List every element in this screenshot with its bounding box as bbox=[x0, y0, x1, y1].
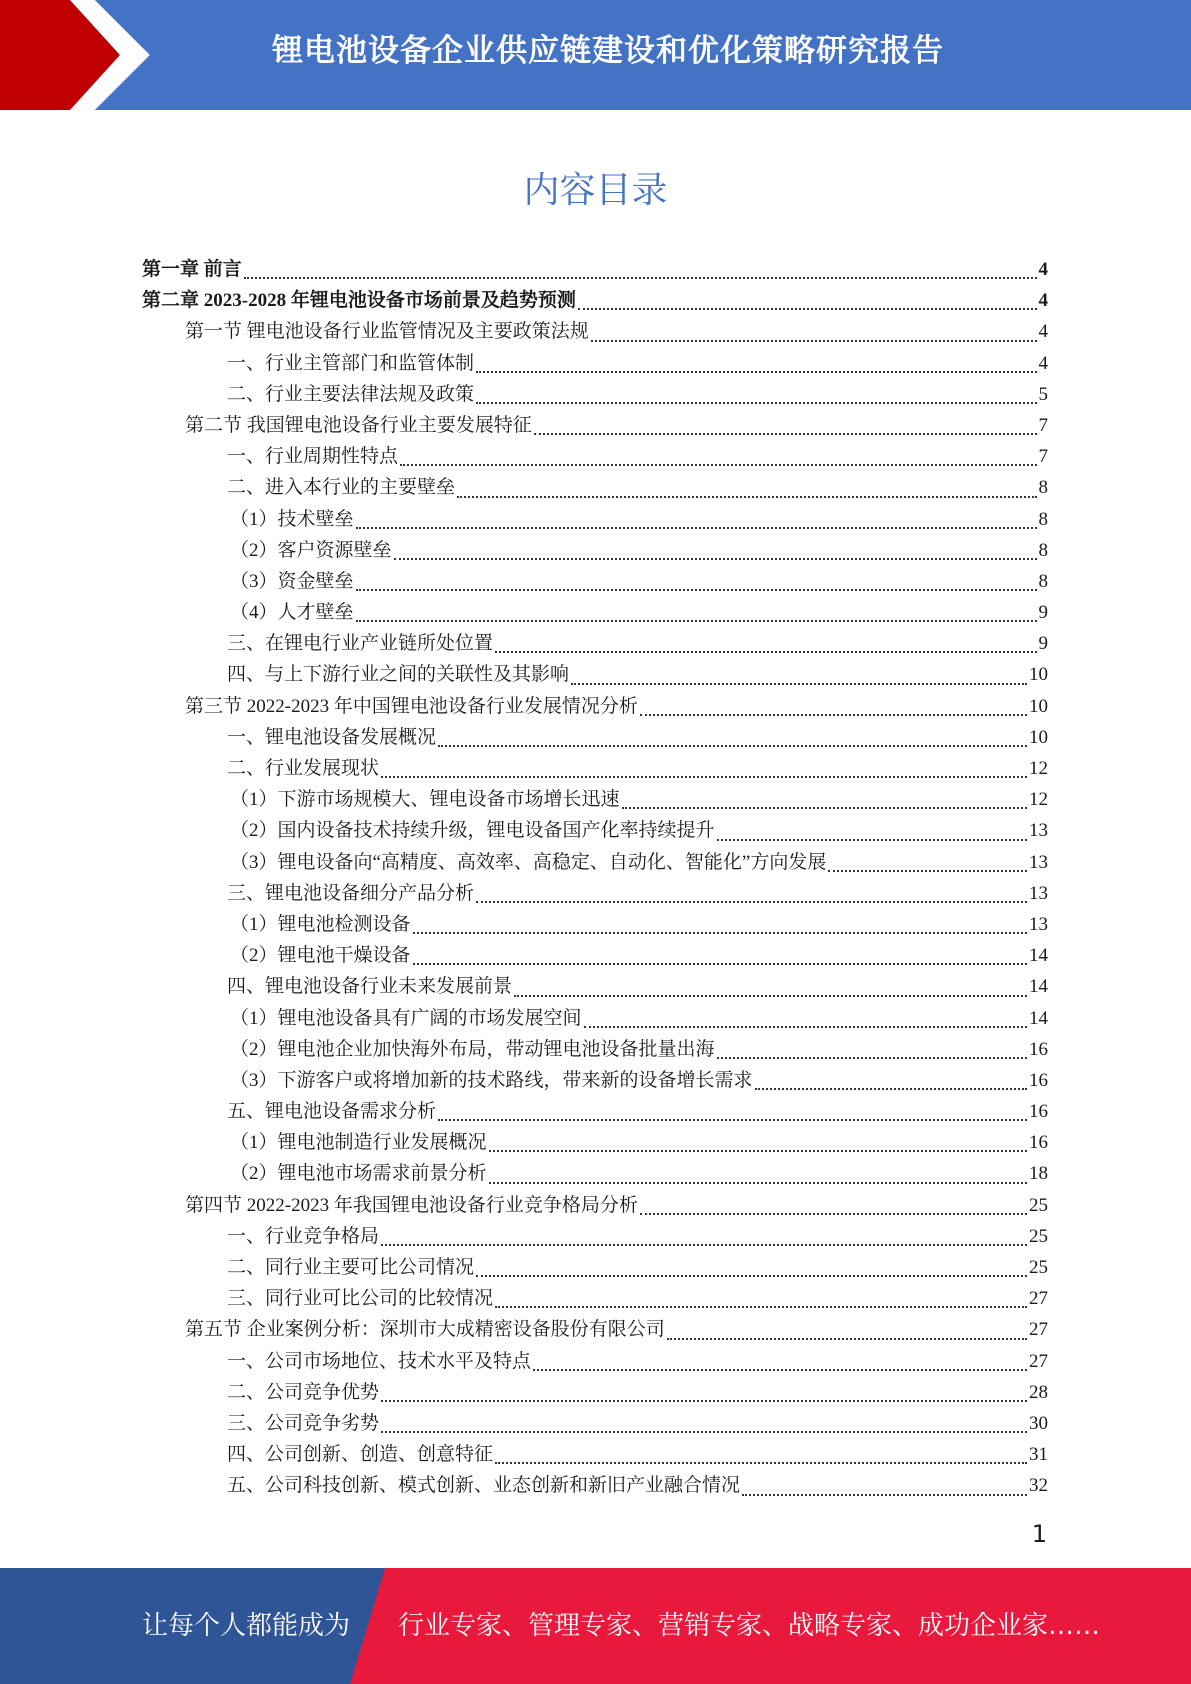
toc-entry-page: 13 bbox=[1029, 820, 1048, 842]
toc-entry[interactable] bbox=[142, 1065, 1048, 1096]
toc-entry-title: 四、与上下游行业之间的关联性及其影响 bbox=[227, 664, 570, 686]
toc-entry-title: （2）锂电池企业加快海外布局，带动锂电池设备批量出海 bbox=[230, 1038, 715, 1060]
toc-entry[interactable] bbox=[142, 1034, 1048, 1065]
toc-dot-leader bbox=[717, 839, 1027, 841]
toc-entry-title: （1）锂电池检测设备 bbox=[230, 913, 411, 935]
toc-entry-title: 五、锂电池设备需求分析 bbox=[227, 1101, 437, 1123]
toc-dot-leader bbox=[640, 1213, 1027, 1215]
toc-entry-title: 二、行业发展现状 bbox=[227, 758, 380, 779]
toc-dot-leader bbox=[489, 1182, 1027, 1184]
table-of-contents bbox=[142, 254, 1048, 1502]
toc-entry-title: 第一章 前言 bbox=[142, 259, 242, 280]
toc-entry-title: （3）下游客户或将增加新的技术路线，带来新的设备增长需求 bbox=[230, 1069, 753, 1091]
toc-entry-title: （1）下游市场规模大、锂电设备市场增长迅速 bbox=[230, 789, 620, 811]
toc-dot-leader bbox=[381, 776, 1027, 778]
toc-dot-leader bbox=[717, 1057, 1027, 1059]
toc-dot-leader bbox=[591, 340, 1037, 342]
toc-entry-page: 10 bbox=[1029, 726, 1048, 748]
toc-entry[interactable] bbox=[142, 597, 1048, 628]
toc-entry-title: （4）人才壁垒 bbox=[230, 602, 354, 624]
toc-entry-page: 8 bbox=[1038, 539, 1048, 561]
toc-dot-leader bbox=[457, 496, 1036, 498]
toc-entry-page: 4 bbox=[1038, 290, 1048, 312]
toc-entry-title: 一、锂电池设备发展概况 bbox=[227, 726, 437, 748]
toc-entry[interactable] bbox=[142, 566, 1048, 597]
toc-entry-page: 13 bbox=[1029, 851, 1048, 873]
toc-entry[interactable] bbox=[142, 441, 1048, 472]
toc-entry-page: 10 bbox=[1029, 664, 1048, 686]
toc-dot-leader bbox=[495, 1462, 1027, 1464]
toc-entry-title: 四、锂电池设备行业未来发展前景 bbox=[227, 976, 513, 998]
footer-slogan-left: 让每个人都能成为 bbox=[142, 1611, 351, 1641]
toc-dot-leader bbox=[438, 745, 1027, 747]
toc-entry-page: 16 bbox=[1029, 1069, 1048, 1091]
toc-entry[interactable] bbox=[142, 940, 1048, 971]
toc-entry[interactable] bbox=[142, 316, 1048, 347]
toc-entry[interactable] bbox=[142, 1127, 1048, 1158]
toc-entry-page: 4 bbox=[1038, 352, 1048, 374]
toc-entry-title: 第五节 企业案例分析：深圳市大成精密设备股份有限公司 bbox=[185, 1319, 665, 1341]
toc-entry-page: 28 bbox=[1029, 1381, 1048, 1403]
header-band bbox=[0, 0, 1191, 110]
toc-entry-page: 32 bbox=[1029, 1475, 1048, 1497]
toc-entry-title: 二、公司竞争优势 bbox=[227, 1381, 380, 1403]
toc-dot-leader bbox=[622, 807, 1027, 809]
footer-slogan-right: 行业专家、管理专家、营销专家、战略专家、成功企业家…… bbox=[398, 1611, 1101, 1641]
toc-entry-title: 一、公司市场地位、技术水平及特点 bbox=[227, 1350, 532, 1372]
toc-entry-page: 25 bbox=[1029, 1194, 1048, 1216]
toc-entry[interactable] bbox=[142, 1377, 1048, 1408]
toc-entry-page: 27 bbox=[1029, 1319, 1048, 1341]
toc-entry[interactable] bbox=[142, 659, 1048, 690]
toc-entry[interactable] bbox=[142, 535, 1048, 566]
toc-entry-page: 7 bbox=[1038, 446, 1048, 468]
toc-entry-title: （2）国内设备技术持续升级，锂电设备国产化率持续提升 bbox=[230, 820, 715, 842]
toc-entry-page: 13 bbox=[1029, 882, 1048, 904]
toc-dot-leader bbox=[514, 995, 1027, 997]
toc-dot-leader bbox=[533, 1369, 1027, 1371]
toc-entry-title: （2）锂电池市场需求前景分析 bbox=[230, 1163, 487, 1185]
toc-dot-leader bbox=[438, 1119, 1027, 1121]
toc-entry[interactable] bbox=[142, 1096, 1048, 1127]
toc-entry[interactable] bbox=[142, 1003, 1048, 1034]
toc-entry[interactable] bbox=[142, 784, 1048, 815]
toc-entry-page: 5 bbox=[1038, 383, 1048, 405]
toc-entry[interactable] bbox=[142, 753, 1048, 784]
toc-entry-title: 一、行业主管部门和监管体制 bbox=[227, 352, 475, 374]
toc-entry-page: 7 bbox=[1038, 414, 1048, 436]
toc-dot-leader bbox=[755, 1088, 1027, 1090]
toc-entry-page: 27 bbox=[1029, 1288, 1048, 1310]
toc-entry-page: 8 bbox=[1038, 508, 1048, 530]
toc-entry-title: （2）客户资源壁垒 bbox=[230, 539, 392, 561]
toc-entry[interactable] bbox=[142, 1283, 1048, 1314]
toc-dot-leader bbox=[413, 932, 1027, 934]
toc-entry[interactable] bbox=[142, 379, 1048, 410]
toc-dot-leader bbox=[742, 1494, 1027, 1496]
toc-entry-page: 16 bbox=[1029, 1132, 1048, 1154]
toc-dot-leader bbox=[381, 1400, 1027, 1402]
toc-entry[interactable] bbox=[142, 1314, 1048, 1345]
toc-entry-page: 31 bbox=[1029, 1444, 1048, 1466]
toc-entry[interactable] bbox=[142, 504, 1048, 535]
toc-entry[interactable] bbox=[142, 691, 1048, 722]
toc-entry-title: 三、锂电池设备细分产品分析 bbox=[227, 882, 475, 904]
toc-entry-page: 18 bbox=[1029, 1163, 1048, 1185]
toc-entry-page: 9 bbox=[1038, 602, 1048, 624]
toc-entry-title: 三、在锂电行业产业链所处位置 bbox=[227, 633, 494, 655]
toc-entry[interactable] bbox=[142, 909, 1048, 940]
toc-entry-title: （1）技术壁垒 bbox=[230, 508, 354, 530]
toc-entry-title: （1）锂电池设备具有广阔的市场发展空间 bbox=[230, 1007, 582, 1029]
toc-entry-page: 12 bbox=[1029, 758, 1048, 779]
toc-dot-leader bbox=[394, 558, 1037, 560]
toc-entry-title: 第二章 2023-2028 年锂电池设备市场前景及趋势预测 bbox=[142, 290, 576, 312]
toc-dot-leader bbox=[640, 714, 1027, 716]
toc-entry-title: 一、行业竞争格局 bbox=[227, 1225, 380, 1247]
toc-entry[interactable] bbox=[142, 815, 1048, 846]
toc-entry-title: 第三节 2022-2023 年中国锂电池设备行业发展情况分析 bbox=[185, 695, 638, 717]
footer-band bbox=[0, 1568, 1191, 1684]
toc-entry-title: （3）锂电设备向“高精度、高效率、高稳定、自动化、智能化”方向发展 bbox=[230, 851, 827, 873]
toc-entry[interactable] bbox=[142, 1408, 1048, 1439]
page-number: 1 bbox=[1031, 1520, 1047, 1548]
toc-entry[interactable] bbox=[142, 472, 1048, 503]
toc-entry-page: 13 bbox=[1029, 913, 1048, 935]
toc-entry[interactable] bbox=[142, 847, 1048, 878]
toc-entry-page: 10 bbox=[1029, 695, 1048, 717]
report-title: 锂电池设备企业供应链建设和优化策略研究报告 bbox=[272, 33, 944, 69]
toc-entry-title: 一、行业周期性特点 bbox=[227, 446, 399, 468]
toc-entry-page: 14 bbox=[1029, 976, 1048, 998]
toc-entry[interactable] bbox=[142, 628, 1048, 659]
toc-entry-title: 第一节 锂电池设备行业监管情况及主要政策法规 bbox=[185, 321, 589, 343]
toc-entry-page: 25 bbox=[1029, 1225, 1048, 1247]
toc-dot-leader bbox=[578, 308, 1037, 310]
toc-entry-page: 8 bbox=[1038, 477, 1048, 499]
toc-entry[interactable] bbox=[142, 971, 1048, 1002]
toc-entry[interactable] bbox=[142, 285, 1048, 316]
toc-dot-leader bbox=[828, 870, 1027, 872]
toc-entry-title: 二、同行业主要可比公司情况 bbox=[227, 1257, 475, 1278]
toc-entry-page: 8 bbox=[1038, 570, 1048, 592]
toc-entry-title: 五、公司科技创新、模式创新、业态创新和新旧产业融合情况 bbox=[227, 1475, 741, 1497]
toc-dot-leader bbox=[667, 1338, 1027, 1340]
toc-entry[interactable] bbox=[142, 1439, 1048, 1470]
toc-dot-leader bbox=[400, 464, 1036, 466]
toc-entry-page: 9 bbox=[1038, 633, 1048, 655]
toc-dot-leader bbox=[571, 683, 1027, 685]
toc-entry-title: （3）资金壁垒 bbox=[230, 570, 354, 592]
toc-dot-leader bbox=[356, 589, 1037, 591]
toc-entry-page: 30 bbox=[1029, 1412, 1048, 1434]
toc-dot-leader bbox=[489, 1150, 1027, 1152]
toc-entry-page: 12 bbox=[1029, 789, 1048, 811]
toc-entry[interactable] bbox=[142, 878, 1048, 909]
toc-dot-leader bbox=[356, 620, 1037, 622]
toc-entry-title: （2）锂电池干燥设备 bbox=[230, 945, 411, 967]
toc-entry-title: 三、公司竞争劣势 bbox=[227, 1412, 380, 1434]
toc-entry-page: 16 bbox=[1029, 1101, 1048, 1123]
toc-entry-page: 14 bbox=[1029, 945, 1048, 967]
toc-entry-title: 第四节 2022-2023 年我国锂电池设备行业竞争格局分析 bbox=[185, 1194, 638, 1216]
toc-entry[interactable] bbox=[142, 722, 1048, 753]
toc-entry-page: 16 bbox=[1029, 1038, 1048, 1060]
toc-heading: 内容目录 bbox=[523, 170, 668, 211]
toc-entry-title: （1）锂电池制造行业发展概况 bbox=[230, 1132, 487, 1154]
toc-entry[interactable] bbox=[142, 1252, 1048, 1283]
toc-entry-page: 14 bbox=[1029, 1007, 1048, 1029]
toc-entry-title: 二、进入本行业的主要壁垒 bbox=[227, 477, 456, 499]
toc-dot-leader bbox=[534, 433, 1037, 435]
toc-entry-page: 27 bbox=[1029, 1350, 1048, 1372]
toc-dot-leader bbox=[413, 963, 1027, 965]
toc-entry[interactable] bbox=[142, 1190, 1048, 1221]
toc-dot-leader bbox=[476, 371, 1036, 373]
toc-entry[interactable] bbox=[142, 254, 1048, 285]
toc-entry-title: 四、公司创新、创造、创意特征 bbox=[227, 1444, 494, 1466]
toc-dot-leader bbox=[381, 1244, 1027, 1246]
toc-dot-leader bbox=[476, 901, 1027, 903]
toc-entry[interactable] bbox=[142, 1221, 1048, 1252]
toc-dot-leader bbox=[244, 277, 1037, 279]
toc-entry[interactable] bbox=[142, 1346, 1048, 1377]
toc-dot-leader bbox=[476, 402, 1036, 404]
toc-entry[interactable] bbox=[142, 348, 1048, 379]
toc-dot-leader bbox=[495, 1306, 1027, 1308]
toc-entry-page: 25 bbox=[1029, 1257, 1048, 1278]
toc-entry[interactable] bbox=[142, 410, 1048, 441]
toc-entry-title: 二、行业主要法律法规及政策 bbox=[227, 383, 475, 405]
toc-entry-page: 4 bbox=[1038, 259, 1048, 280]
toc-entry-title: 第二节 我国锂电池设备行业主要发展特征 bbox=[185, 414, 532, 436]
toc-entry-title: 三、同行业可比公司的比较情况 bbox=[227, 1288, 494, 1310]
toc-entry[interactable] bbox=[142, 1158, 1048, 1189]
toc-dot-leader bbox=[495, 651, 1036, 653]
toc-dot-leader bbox=[476, 1275, 1027, 1277]
toc-dot-leader bbox=[356, 527, 1037, 529]
toc-dot-leader bbox=[381, 1431, 1027, 1433]
toc-dot-leader bbox=[584, 1026, 1027, 1028]
toc-entry[interactable] bbox=[142, 1470, 1048, 1501]
toc-entry-page: 4 bbox=[1038, 321, 1048, 343]
